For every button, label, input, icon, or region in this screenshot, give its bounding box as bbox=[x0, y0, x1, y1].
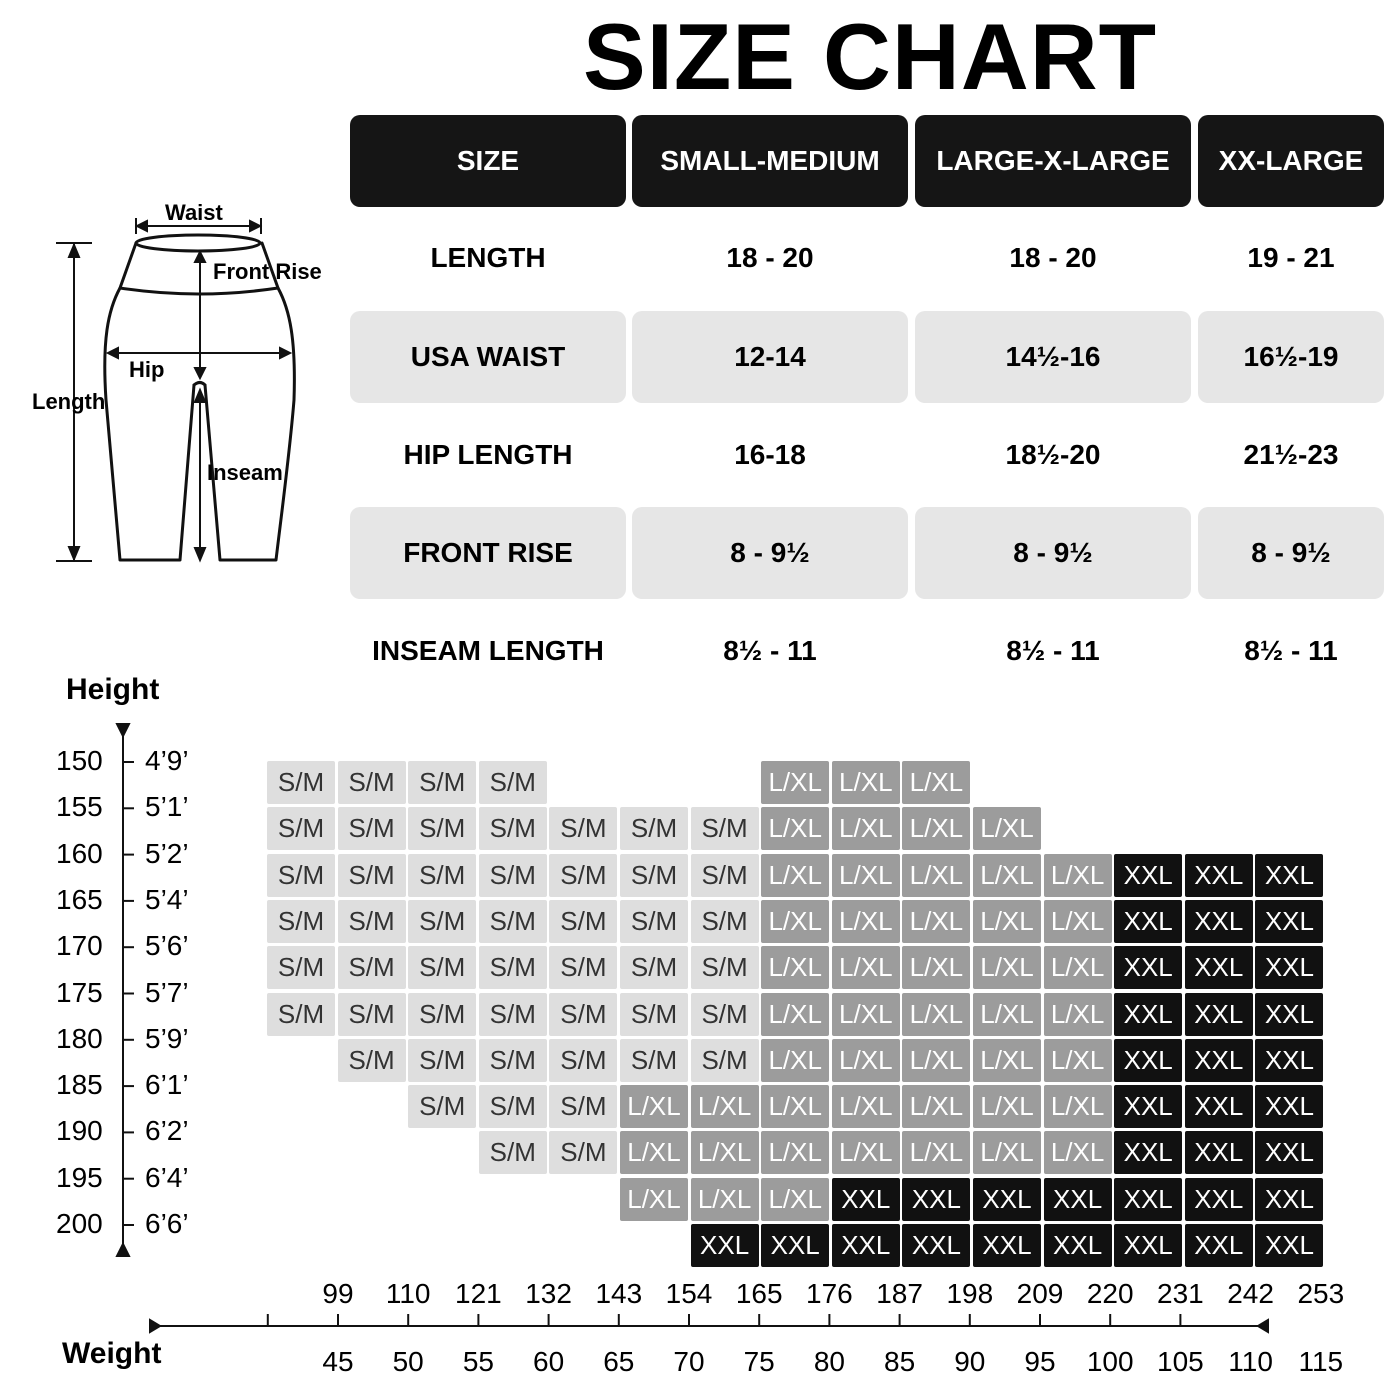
size-cell: L/XL bbox=[1044, 900, 1112, 943]
size-cell: XXL bbox=[902, 1224, 970, 1267]
size-cell: L/XL bbox=[902, 900, 970, 943]
height-ft-label: 6’6’ bbox=[145, 1208, 189, 1239]
weight-lb-label: 231 bbox=[1157, 1278, 1204, 1309]
size-cell: XXL bbox=[832, 1224, 900, 1267]
size-cell: S/M bbox=[408, 761, 476, 804]
weight-lb-label: 242 bbox=[1227, 1278, 1274, 1309]
size-cell: XXL bbox=[1185, 946, 1253, 989]
size-cell: XXL bbox=[1044, 1224, 1112, 1267]
size-cell: S/M bbox=[479, 1085, 547, 1128]
height-ft-label: 5’1’ bbox=[145, 791, 189, 823]
size-cell: S/M bbox=[691, 900, 759, 943]
size-cell: S/M bbox=[338, 761, 406, 804]
height-ft-label: 4’9’ bbox=[145, 745, 189, 776]
size-cell: S/M bbox=[479, 993, 547, 1036]
height-cm-label: 170 bbox=[56, 930, 103, 962]
size-cell: S/M bbox=[338, 993, 406, 1036]
weight-kg-label: 55 bbox=[462, 1346, 494, 1377]
size-cell: L/XL bbox=[973, 1131, 1041, 1174]
size-cell: S/M bbox=[479, 1039, 547, 1082]
size-cell: S/M bbox=[408, 854, 476, 897]
size-cell: L/XL bbox=[691, 1085, 759, 1128]
size-cell: L/XL bbox=[973, 946, 1041, 989]
weight-kg-label: 70 bbox=[673, 1346, 705, 1377]
size-cell: L/XL bbox=[761, 1039, 829, 1082]
size-cell: L/XL bbox=[832, 946, 900, 989]
height-cm-label: 175 bbox=[56, 976, 103, 1008]
weight-lb-label: 132 bbox=[525, 1278, 572, 1309]
size-cell: S/M bbox=[267, 946, 335, 989]
height-cm-label: 180 bbox=[56, 1022, 103, 1054]
size-cell: S/M bbox=[479, 900, 547, 943]
hip-label: Hip bbox=[129, 357, 165, 382]
size-cell: XXL bbox=[1044, 1178, 1112, 1221]
weight-kg-label: 105 bbox=[1157, 1346, 1204, 1377]
size-cell: XXL bbox=[1114, 1178, 1182, 1221]
size-cell: S/M bbox=[620, 993, 688, 1036]
size-cell: L/XL bbox=[832, 761, 900, 804]
cell-length-sm: 18 - 20 bbox=[726, 242, 814, 273]
size-cell: S/M bbox=[479, 946, 547, 989]
size-cell: L/XL bbox=[761, 807, 829, 850]
size-cell: S/M bbox=[338, 1039, 406, 1082]
header-small-medium: SMALL-MEDIUM bbox=[632, 115, 908, 207]
size-cell: XXL bbox=[1255, 900, 1323, 943]
size-cell: L/XL bbox=[1044, 1131, 1112, 1174]
size-cell: XXL bbox=[1185, 854, 1253, 897]
cell-rise-lxl: 8 - 9½ bbox=[915, 507, 1191, 599]
size-cell: XXL bbox=[761, 1224, 829, 1267]
size-cell: S/M bbox=[479, 807, 547, 850]
size-cell: S/M bbox=[549, 1085, 617, 1128]
header-large-x-large: LARGE-X-LARGE bbox=[915, 115, 1191, 207]
header-size: SIZE bbox=[350, 115, 626, 207]
height-cm-label: 155 bbox=[56, 791, 103, 823]
height-ft-label: 5’6’ bbox=[145, 930, 189, 962]
cell-length-xxl: 19 - 21 bbox=[1247, 242, 1335, 273]
size-cell: L/XL bbox=[973, 900, 1041, 943]
size-cell: S/M bbox=[338, 900, 406, 943]
weight-kg-label: 85 bbox=[884, 1346, 916, 1377]
size-cell: L/XL bbox=[761, 993, 829, 1036]
size-cell: XXL bbox=[1185, 1224, 1253, 1267]
size-cell: L/XL bbox=[1044, 854, 1112, 897]
size-cell: XXL bbox=[1255, 1224, 1323, 1267]
size-cell: L/XL bbox=[902, 1085, 970, 1128]
size-cell: XXL bbox=[1255, 854, 1323, 897]
size-cell: S/M bbox=[408, 1085, 476, 1128]
size-cell: L/XL bbox=[973, 993, 1041, 1036]
size-cell: L/XL bbox=[973, 854, 1041, 897]
cell-inseam-sm: 8½ - 11 bbox=[723, 635, 817, 666]
inseam-label: Inseam bbox=[207, 460, 283, 485]
weight-kg-label: 65 bbox=[603, 1346, 635, 1377]
size-cell: XXL bbox=[1255, 1178, 1323, 1221]
height-axis-label: Height bbox=[66, 673, 160, 706]
size-cell: L/XL bbox=[1044, 1085, 1112, 1128]
weight-lb-label: 121 bbox=[455, 1278, 502, 1309]
size-cell: L/XL bbox=[902, 854, 970, 897]
size-cell: S/M bbox=[620, 807, 688, 850]
weight-lb-label: 176 bbox=[806, 1278, 853, 1309]
size-cell: XXL bbox=[1114, 1131, 1182, 1174]
height-ft-label: 6’4’ bbox=[145, 1161, 189, 1193]
size-cell: S/M bbox=[691, 854, 759, 897]
height-ft-label: 5’4’ bbox=[145, 883, 189, 915]
weight-axis-label: Weight bbox=[62, 1337, 162, 1370]
size-cell: XXL bbox=[1185, 993, 1253, 1036]
size-cell: L/XL bbox=[620, 1085, 688, 1128]
cell-rise-xxl: 8 - 9½ bbox=[1198, 507, 1384, 599]
size-cell: S/M bbox=[267, 900, 335, 943]
size-cell: L/XL bbox=[902, 1131, 970, 1174]
size-cell: L/XL bbox=[902, 761, 970, 804]
cell-waist-lxl: 14½-16 bbox=[915, 311, 1191, 403]
size-cell: XXL bbox=[1255, 946, 1323, 989]
size-cell: S/M bbox=[620, 1039, 688, 1082]
size-cell: S/M bbox=[338, 854, 406, 897]
front-rise-label: Front Rise bbox=[213, 259, 322, 284]
height-ft-label: 5’7’ bbox=[145, 976, 189, 1008]
size-cell: L/XL bbox=[832, 854, 900, 897]
size-cell: S/M bbox=[549, 900, 617, 943]
size-cell: L/XL bbox=[761, 900, 829, 943]
height-ft-label: 6’2’ bbox=[145, 1115, 189, 1147]
size-cell: L/XL bbox=[1044, 1039, 1112, 1082]
size-cell: S/M bbox=[620, 854, 688, 897]
size-cell: S/M bbox=[479, 761, 547, 804]
size-cell: XXL bbox=[1185, 1039, 1253, 1082]
size-cell: XXL bbox=[902, 1178, 970, 1221]
size-cell: L/XL bbox=[761, 1085, 829, 1128]
cell-rise-sm: 8 - 9½ bbox=[632, 507, 908, 599]
size-cell: L/XL bbox=[902, 993, 970, 1036]
size-cell: S/M bbox=[408, 993, 476, 1036]
size-cell: L/XL bbox=[691, 1178, 759, 1221]
size-cell: XXL bbox=[1114, 993, 1182, 1036]
size-cell: S/M bbox=[549, 854, 617, 897]
row-label-length: LENGTH bbox=[430, 242, 546, 273]
size-cell: S/M bbox=[691, 1039, 759, 1082]
height-ft-label: 5’9’ bbox=[145, 1022, 189, 1054]
size-cell: L/XL bbox=[761, 946, 829, 989]
size-cell: XXL bbox=[1255, 1039, 1323, 1082]
cell-inseam-lxl: 8½ - 11 bbox=[1006, 635, 1100, 666]
size-cell: XXL bbox=[1185, 1085, 1253, 1128]
height-ft-label: 6’1’ bbox=[145, 1069, 189, 1101]
size-cell: S/M bbox=[408, 946, 476, 989]
cell-hip-lxl: 18½-20 bbox=[1005, 439, 1101, 470]
size-cell: L/XL bbox=[902, 946, 970, 989]
size-cell: XXL bbox=[1114, 946, 1182, 989]
size-cell: XXL bbox=[973, 1178, 1041, 1221]
size-cell: L/XL bbox=[902, 807, 970, 850]
row-label-usa-waist: USA WAIST bbox=[350, 311, 626, 403]
size-cell: L/XL bbox=[832, 1039, 900, 1082]
size-cell: XXL bbox=[1114, 1039, 1182, 1082]
weight-lb-label: 198 bbox=[946, 1278, 994, 1309]
weight-kg-label: 110 bbox=[1228, 1346, 1273, 1377]
size-cell: S/M bbox=[691, 807, 759, 850]
weight-kg-label: 95 bbox=[1024, 1346, 1056, 1377]
size-cell: L/XL bbox=[832, 993, 900, 1036]
size-cell: S/M bbox=[620, 946, 688, 989]
page-title: SIZE CHART bbox=[583, 4, 1157, 109]
size-cell: L/XL bbox=[1044, 946, 1112, 989]
weight-lb-label: 143 bbox=[595, 1278, 643, 1309]
cell-waist-sm: 12-14 bbox=[632, 311, 908, 403]
size-cell: XXL bbox=[1114, 1224, 1182, 1267]
size-cell: XXL bbox=[1185, 1131, 1253, 1174]
size-cell: L/XL bbox=[832, 807, 900, 850]
size-cell: S/M bbox=[549, 946, 617, 989]
size-cell: XXL bbox=[973, 1224, 1041, 1267]
weight-kg-label: 100 bbox=[1086, 1346, 1134, 1377]
size-cell: L/XL bbox=[902, 1039, 970, 1082]
size-cell: S/M bbox=[267, 993, 335, 1036]
weight-lb-label: 165 bbox=[735, 1278, 783, 1309]
size-cell: L/XL bbox=[1044, 993, 1112, 1036]
height-cm-label: 150 bbox=[56, 745, 103, 776]
size-cell: S/M bbox=[267, 807, 335, 850]
size-cell: XXL bbox=[1255, 993, 1323, 1036]
row-label-inseam-length: INSEAM LENGTH bbox=[372, 635, 604, 666]
size-cell: XXL bbox=[1114, 1085, 1182, 1128]
height-ft-label: 5’2’ bbox=[145, 837, 189, 869]
height-cm-label: 195 bbox=[56, 1161, 103, 1193]
size-cell: S/M bbox=[549, 807, 617, 850]
cell-inseam-xxl: 8½ - 11 bbox=[1244, 635, 1338, 666]
size-cell: L/XL bbox=[620, 1131, 688, 1174]
size-cell: L/XL bbox=[973, 807, 1041, 850]
weight-lb-label: 220 bbox=[1086, 1278, 1134, 1309]
size-cell: XXL bbox=[1255, 1131, 1323, 1174]
weight-kg-label: 75 bbox=[743, 1346, 775, 1377]
size-cell: L/XL bbox=[620, 1178, 688, 1221]
size-cell: XXL bbox=[1255, 1085, 1323, 1128]
size-cell: S/M bbox=[267, 761, 335, 804]
size-cell: L/XL bbox=[761, 1178, 829, 1221]
weight-kg-label: 45 bbox=[322, 1346, 354, 1377]
size-cell: S/M bbox=[479, 854, 547, 897]
length-label: Length bbox=[32, 389, 106, 414]
weight-lb-label: 253 bbox=[1297, 1278, 1345, 1309]
size-cell: L/XL bbox=[973, 1085, 1041, 1128]
header-xx-large: XX-LARGE bbox=[1198, 115, 1384, 207]
size-cell: S/M bbox=[267, 854, 335, 897]
size-cell: XXL bbox=[691, 1224, 759, 1267]
size-cell: XXL bbox=[1185, 1178, 1253, 1221]
weight-kg-label: 90 bbox=[954, 1346, 986, 1377]
size-cell: S/M bbox=[549, 1039, 617, 1082]
size-cell: S/M bbox=[549, 1131, 617, 1174]
height-cm-label: 160 bbox=[56, 837, 103, 869]
size-cell: L/XL bbox=[832, 1131, 900, 1174]
weight-lb-label: 209 bbox=[1016, 1278, 1064, 1309]
size-cell: XXL bbox=[832, 1178, 900, 1221]
size-cell: S/M bbox=[691, 993, 759, 1036]
size-cell: S/M bbox=[479, 1131, 547, 1174]
size-cell: S/M bbox=[338, 807, 406, 850]
size-cell: S/M bbox=[620, 900, 688, 943]
weight-kg-label: 50 bbox=[392, 1346, 424, 1377]
cell-hip-sm: 16-18 bbox=[734, 439, 806, 470]
size-cell: XXL bbox=[1185, 900, 1253, 943]
cell-waist-xxl: 16½-19 bbox=[1198, 311, 1384, 403]
height-cm-label: 190 bbox=[56, 1115, 103, 1147]
cell-hip-xxl: 21½-23 bbox=[1243, 439, 1339, 470]
waist-label: Waist bbox=[165, 200, 223, 225]
weight-lb-label: 99 bbox=[322, 1278, 354, 1309]
size-cell: L/XL bbox=[832, 900, 900, 943]
size-cell: S/M bbox=[338, 946, 406, 989]
size-cell: L/XL bbox=[761, 761, 829, 804]
size-cell: L/XL bbox=[761, 854, 829, 897]
weight-lb-label: 154 bbox=[665, 1278, 713, 1309]
height-cm-label: 165 bbox=[56, 883, 103, 915]
weight-kg-label: 115 bbox=[1298, 1346, 1344, 1377]
size-cell: S/M bbox=[408, 900, 476, 943]
size-cell: S/M bbox=[408, 807, 476, 850]
row-label-front-rise: FRONT RISE bbox=[350, 507, 626, 599]
size-cell: L/XL bbox=[832, 1085, 900, 1128]
weight-lb-label: 110 bbox=[385, 1278, 431, 1309]
height-cm-label: 200 bbox=[56, 1208, 103, 1239]
weight-kg-label: 60 bbox=[533, 1346, 565, 1377]
weight-lb-label: 187 bbox=[876, 1278, 923, 1309]
size-cell: XXL bbox=[1114, 900, 1182, 943]
size-cell: S/M bbox=[408, 1039, 476, 1082]
cell-length-lxl: 18 - 20 bbox=[1009, 242, 1097, 273]
size-cell: L/XL bbox=[761, 1131, 829, 1174]
size-cell: XXL bbox=[1114, 854, 1182, 897]
size-cell: L/XL bbox=[691, 1131, 759, 1174]
size-cell: S/M bbox=[549, 993, 617, 1036]
row-label-hip-length: HIP LENGTH bbox=[403, 439, 573, 470]
height-cm-label: 185 bbox=[56, 1069, 103, 1101]
weight-kg-label: 80 bbox=[813, 1346, 845, 1377]
size-cell: S/M bbox=[691, 946, 759, 989]
size-cell: L/XL bbox=[973, 1039, 1041, 1082]
